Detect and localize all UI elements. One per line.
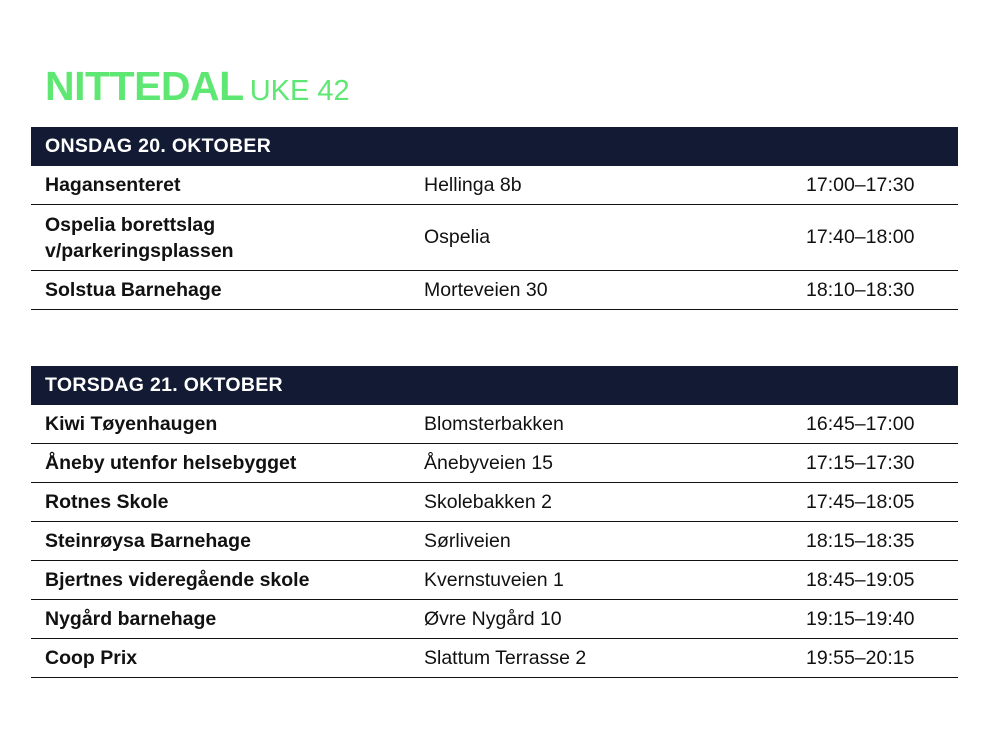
title-main: NITTEDAL <box>45 63 244 109</box>
place-name: Kiwi Tøyenhaugen <box>45 413 218 435</box>
table-row <box>31 639 958 678</box>
day-header: ONSDAG 20. OKTOBER <box>31 127 958 166</box>
place-name: Steinrøysa Barnehage <box>45 530 251 552</box>
table-row <box>31 271 958 310</box>
address: Blomsterbakken <box>424 412 564 435</box>
table-row <box>31 483 958 522</box>
time-range: 16:45–17:00 <box>806 412 915 435</box>
address: Slattum Terrasse 2 <box>424 646 587 669</box>
title-sub: UKE 42 <box>249 75 350 107</box>
time-range: 18:15–18:35 <box>806 529 915 552</box>
table-row <box>31 205 958 271</box>
address: Morteveien 30 <box>424 278 548 301</box>
place-name: Solstua Barnehage <box>45 279 222 301</box>
time-range: 19:15–19:40 <box>806 607 915 630</box>
day-section-thursday <box>31 366 958 678</box>
table-row <box>31 166 958 205</box>
page-title <box>45 63 350 109</box>
place-name: Ospelia borettslag v/parkeringsplassen <box>45 213 234 262</box>
time-range: 19:55–20:15 <box>806 646 915 669</box>
place-name: Nygård barnehage <box>45 608 217 630</box>
time-range: 18:45–19:05 <box>806 568 915 591</box>
address: Kvernstuveien 1 <box>424 568 564 591</box>
table-row <box>31 600 958 639</box>
time-range: 17:45–18:05 <box>806 490 915 513</box>
table-row <box>31 561 958 600</box>
address: Ånebyveien 15 <box>424 451 554 474</box>
address: Ospelia <box>424 226 491 248</box>
table-row <box>31 444 958 483</box>
time-range: 17:15–17:30 <box>806 451 915 474</box>
day-header: TORSDAG 21. OKTOBER <box>31 366 958 405</box>
place-name: Åneby utenfor helsebygget <box>45 452 297 474</box>
time-range: 17:40–18:00 <box>806 226 915 248</box>
place-name: Bjertnes videregående skole <box>45 569 310 591</box>
address: Hellinga 8b <box>424 173 522 196</box>
time-range: 17:00–17:30 <box>806 173 915 196</box>
place-name: Rotnes Skole <box>45 491 169 513</box>
time-range: 18:10–18:30 <box>806 278 915 301</box>
table-row <box>31 405 958 444</box>
address: Sørliveien <box>424 529 511 552</box>
address: Skolebakken 2 <box>424 490 552 513</box>
place-name: Coop Prix <box>45 647 138 669</box>
day-section-wednesday <box>31 127 958 310</box>
place-name: Hagansenteret <box>45 174 181 196</box>
table-row <box>31 522 958 561</box>
address: Øvre Nygård 10 <box>424 607 562 630</box>
